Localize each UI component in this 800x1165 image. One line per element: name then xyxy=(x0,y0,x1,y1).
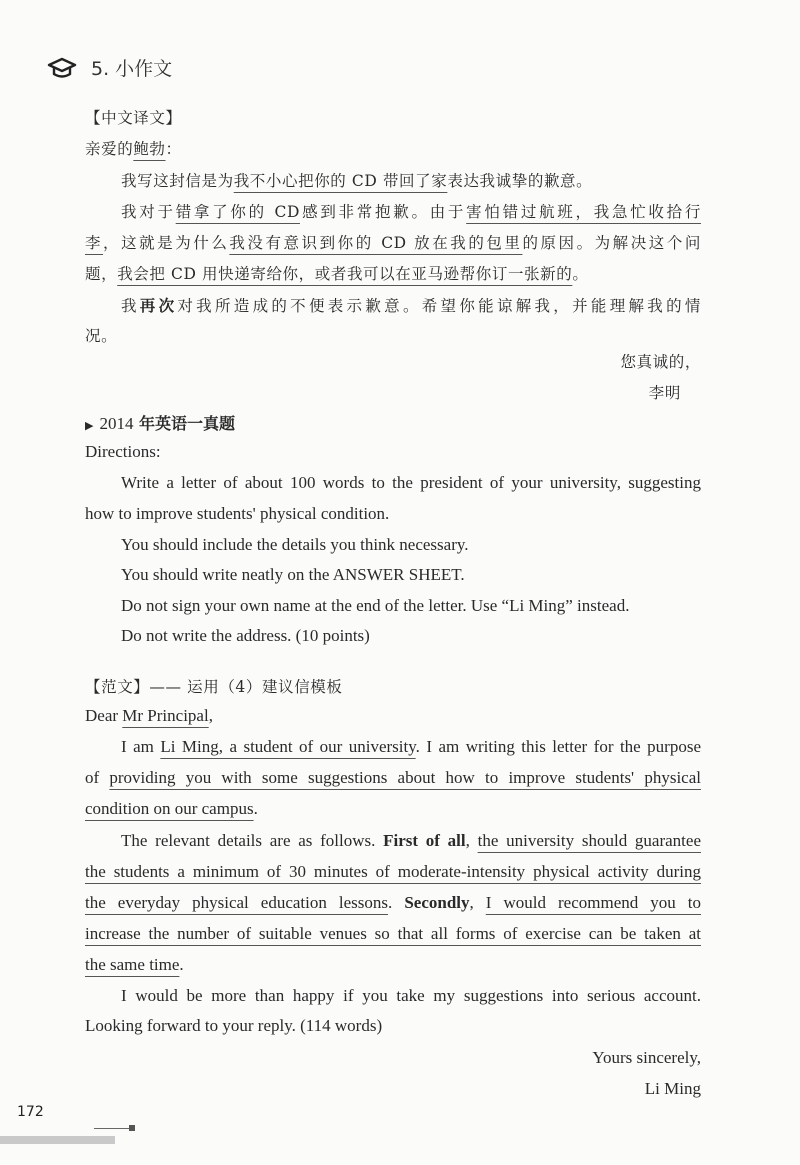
translation-greeting: 亲爱的鲍勃： xyxy=(85,140,182,158)
model-paragraph-2-line-1: The relevant details are as follows. First of all, the university should guarantee xyxy=(121,831,701,850)
model-signature: Li Ming xyxy=(644,1079,701,1098)
translation-paragraph-2-line-2: 李，这就是为什么我没有意识到你的 CD 放在我的包里的原因。为解决这个问 xyxy=(85,234,701,252)
translation-paragraph-2-line-3: 题，我会把 CD 用快递寄给你，或者我可以在亚马逊帮你订一张新的。 xyxy=(85,265,589,283)
page-number: 172 xyxy=(17,1104,44,1120)
footer-rule xyxy=(94,1128,130,1129)
model-paragraph-1-line-3: condition on our campus. xyxy=(85,799,258,818)
model-heading: 【范文】—— 运用（4）建议信模板 xyxy=(85,678,343,696)
translation-paragraph-3-line-1: 我再次对我所造成的不便表示歉意。希望你能谅解我，并能理解我的情 xyxy=(121,296,701,315)
section-title: 5. 小作文 xyxy=(91,58,173,80)
model-paragraph-2-line-5: the same time. xyxy=(85,955,184,974)
model-paragraph-2-line-2: the students a minimum of 30 minutes of moderate-intensity physical activity during xyxy=(85,862,701,881)
model-paragraph-3-line-2: Looking forward to your reply. (114 words) xyxy=(85,1016,383,1035)
model-paragraph-3-line-1: I would be more than happy if you take my suggestions into serious account. xyxy=(121,986,701,1005)
model-greeting: Dear Mr Principal, xyxy=(85,706,213,725)
exam-direction-2: You should include the details you think necessary. xyxy=(121,535,469,554)
translation-paragraph-2-line-1: 我对于错拿了你的 CD感到非常抱歉。由于害怕错过航班，我急忙收拾行 xyxy=(121,203,701,221)
translation-signature: 李明 xyxy=(648,384,681,402)
triangle-bullet-icon: ▶ xyxy=(85,419,94,432)
translation-paragraph-3-line-2: 况。 xyxy=(85,327,118,345)
exam-direction-5: Do not write the address. (10 points) xyxy=(121,626,370,645)
model-paragraph-2-line-4: increase the number of suitable venues so that all forms of exercise can be taken at xyxy=(85,924,701,943)
translation-paragraph-1: 我写这封信是为我不小心把你的 CD 带回了家表达我诚挚的歉意。 xyxy=(121,172,593,190)
graduation-cap-icon xyxy=(47,56,77,80)
model-paragraph-2-line-3: the everyday physical education lessons. Secondly, I would recommend you to xyxy=(85,893,702,912)
exam-direction-1b: how to improve students' physical condition. xyxy=(85,504,390,523)
exam-direction-1a: Write a letter of about 100 words to the president of your university, suggesting xyxy=(121,473,701,492)
footer-bar xyxy=(0,1136,115,1144)
exam-direction-4: Do not sign your own name at the end of the letter. Use “Li Ming” instead. xyxy=(121,596,630,615)
model-closing: Yours sincerely, xyxy=(592,1048,701,1067)
translation-closing: 您真诚的， xyxy=(620,353,701,371)
model-paragraph-1-line-1: I am Li Ming, a student of our university. I am writing this letter for the purpose xyxy=(121,737,701,756)
exam-directions-label: Directions: xyxy=(85,442,161,461)
footer-marker xyxy=(129,1125,135,1131)
model-paragraph-1-line-2: of providing you with some suggestions about how to improve students' physical xyxy=(85,768,701,787)
exam-title: ▶ 2014 年英语一真题 xyxy=(85,414,236,433)
translation-heading: 【中文译文】 xyxy=(85,109,182,127)
exam-direction-3: You should write neatly on the ANSWER SHEET. xyxy=(121,565,465,584)
section-header xyxy=(47,54,172,81)
